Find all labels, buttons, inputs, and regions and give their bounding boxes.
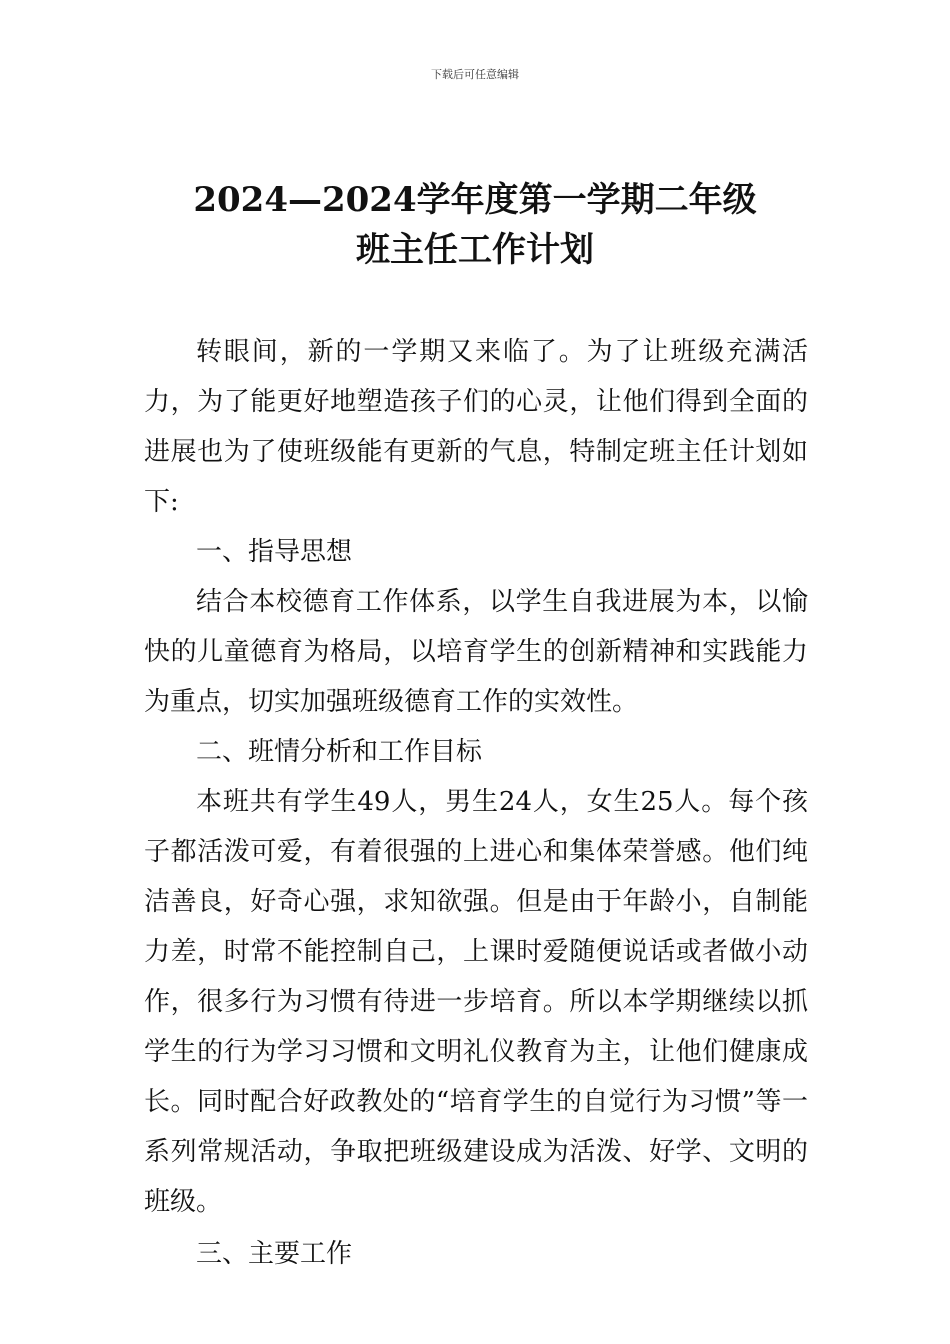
section-heading-guiding-ideology: 一、指导思想 [196,537,353,567]
document-title-line1: 2024—2024学年度第一学期二年级 [193,180,757,220]
guiding-ideology-paragraph: 结合本校德育工作体系，以学生自我进展为本，以愉快的儿童德育为格局，以培育学生的创新精神和实践能力为重点，切实加强班级德育工作的实效性。 [144,587,808,717]
intro-paragraph: 转眼间，新的一学期又来临了。为了让班级充满活力，为了能更好地塑造孩子们的心灵，让他们得到全面的进展也为了使班级能有更新的气息，特制定班主任计划如下: [144,337,808,517]
class-analysis-paragraph: 本班共有学生49人，男生24人，女生25人。每个孩子都活泼可爱，有着很强的上进心和集体荣誉感。他们纯洁善良，好奇心强，求知欲强。但是由于年龄小，自制能力差，时常不能控制自己，上课时爱随便说话或者做小动作，很多行为习惯有待进一步培育。所以本学期继续以抓学生的行为学习习惯和文明礼仪教育为主，让他们健康成长。同时配合好政教处的“培育学生的自觉行为习惯”等一系列常规活动，争取把班级建设成为活泼、好学、文明的班级。 [144,787,808,1217]
document-title-line2: 班主任工作计划 [356,230,594,270]
document-body [144,327,808,1279]
section-heading-main-work: 三、主要工作 [196,1239,353,1269]
header-note: 下载后可任意编辑 [431,68,519,81]
section-heading-class-analysis: 二、班情分析和工作目标 [196,737,483,767]
